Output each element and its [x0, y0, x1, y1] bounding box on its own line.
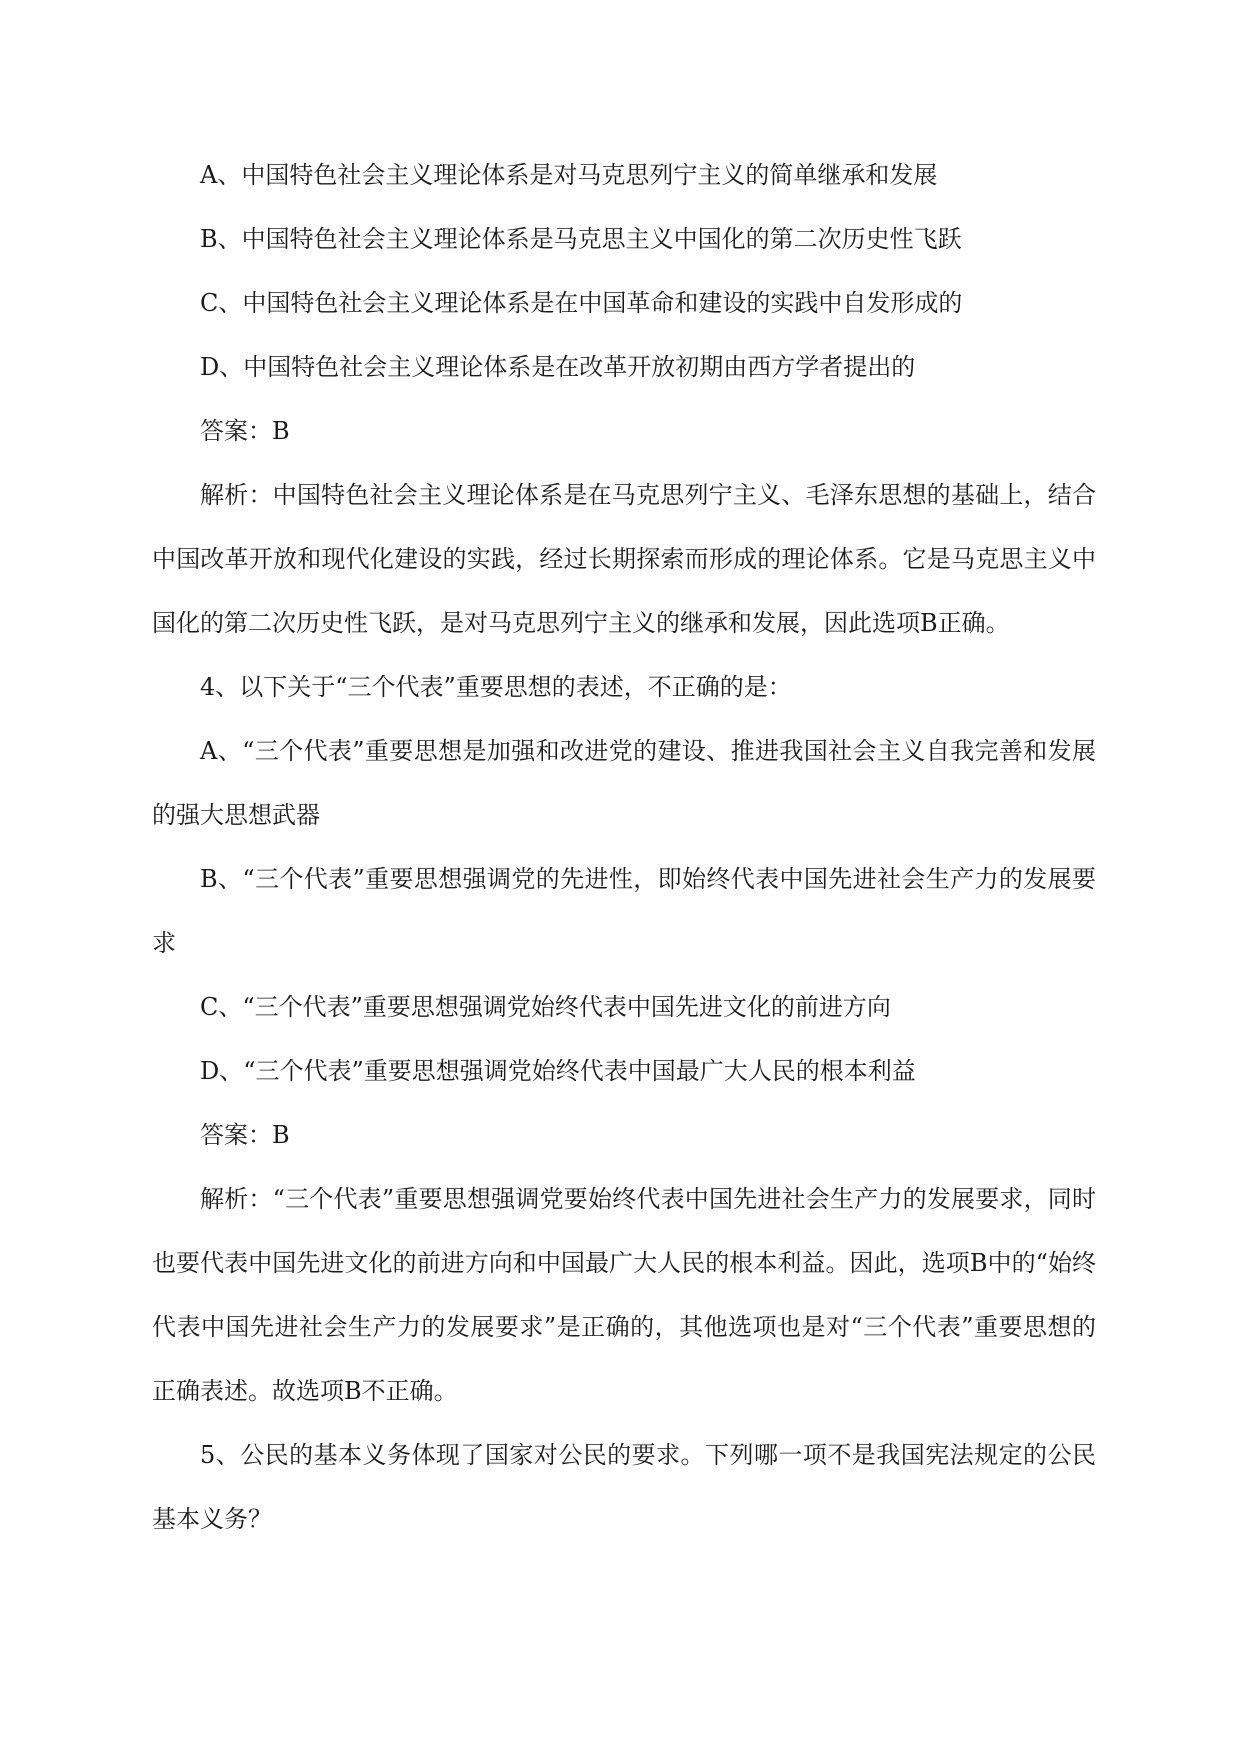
option-b-q4: B、“三个代表”重要思想强调党的先进性，即始终代表中国先进社会生产力的发展要求 [152, 865, 1096, 957]
option-d-q3: D、中国特色社会主义理论体系是在改革开放初期由西方学者提出的 [200, 353, 916, 381]
option-d-q4: D、“三个代表”重要思想强调党始终代表中国最广大人民的根本利益 [200, 1057, 916, 1085]
question-5: 5、公民的基本义务体现了国家对公民的要求。下列哪一项不是我国宪法规定的公民基本义务？ [152, 1441, 1096, 1533]
explanation-q4: 解析：“三个代表”重要思想强调党要始终代表中国先进社会生产力的发展要求，同时也要代表中国先进文化的前进方向和中国最广大人民的根本利益。因此，选项B中的“始终代表中国先进社会生产力的发展要求”是正确的，其他选项也是对“三个代表”重要思想的正确表述。故选项B不正确。 [152, 1185, 1096, 1405]
answer-q3: 答案：B [200, 417, 290, 445]
question-4: 4、以下关于“三个代表”重要思想的表述，不正确的是： [200, 673, 792, 701]
option-c-q4: C、“三个代表”重要思想强调党始终代表中国先进文化的前进方向 [200, 993, 891, 1021]
option-a-q4: A、“三个代表”重要思想是加强和改进党的建设、推进我国社会主义自我完善和发展的强大思想武器 [152, 737, 1096, 829]
page-content [152, 143, 1096, 1551]
option-b-q3: B、中国特色社会主义理论体系是马克思主义中国化的第二次历史性飞跃 [200, 225, 962, 253]
explanation-q3: 解析：中国特色社会主义理论体系是在马克思列宁主义、毛泽东思想的基础上，结合中国改革开放和现代化建设的实践，经过长期探索而形成的理论体系。它是马克思主义中国化的第二次历史性飞跃，是对马克思列宁主义的继承和发展，因此选项B正确。 [152, 481, 1096, 637]
answer-q4: 答案：B [200, 1121, 290, 1149]
option-c-q3: C、中国特色社会主义理论体系是在中国革命和建设的实践中自发形成的 [200, 289, 963, 317]
option-a-q3: A、中国特色社会主义理论体系是对马克思列宁主义的简单继承和发展 [200, 161, 938, 189]
